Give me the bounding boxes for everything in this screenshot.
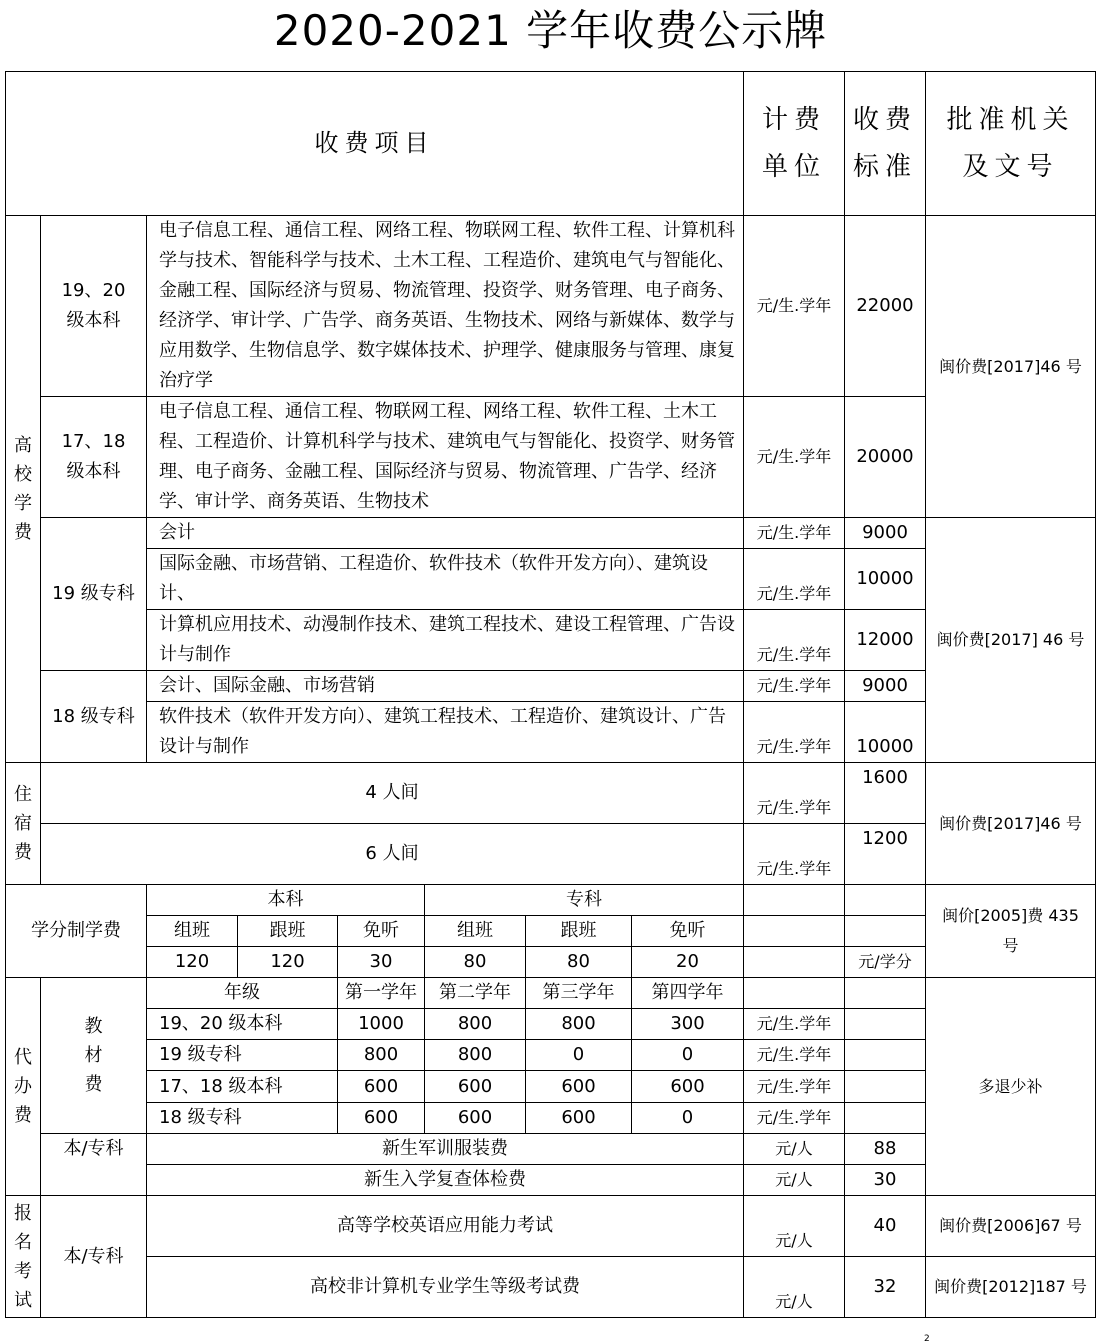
credit-type: 免听 bbox=[632, 916, 744, 947]
item-cell: 新生入学复查体检费 bbox=[147, 1165, 744, 1196]
room-cell: 4 人间 bbox=[41, 763, 744, 824]
credit-type: 组班 bbox=[425, 916, 526, 947]
credit-type: 跟班 bbox=[238, 916, 338, 947]
year-cell: 800 bbox=[425, 1009, 526, 1040]
approval-cell: 闽价[2005]费 435 号 bbox=[926, 885, 1096, 978]
unit-cell: 元/生.学年 bbox=[744, 518, 845, 549]
table-row bbox=[6, 763, 1096, 824]
year-cell: 600 bbox=[526, 1103, 632, 1134]
level-cell: 18 级专科 bbox=[41, 671, 147, 763]
majors-cell: 软件技术（软件开发方向）、建筑工程技术、工程造价、建筑设计、广告设计与制作 bbox=[147, 702, 744, 763]
unit-cell: 元/生.学年 bbox=[744, 702, 845, 763]
blank-cell bbox=[845, 1040, 926, 1071]
room-cell: 6 人间 bbox=[41, 824, 744, 885]
unit-cell: 元/生.学年 bbox=[744, 1071, 845, 1103]
fee-cell: 40 bbox=[845, 1196, 926, 1257]
fee-cell: 32 bbox=[845, 1257, 926, 1318]
year-cell: 600 bbox=[338, 1071, 425, 1103]
year-cell: 1000 bbox=[338, 1009, 425, 1040]
unit-cell: 元/生.学年 bbox=[744, 549, 845, 610]
fee-cell: 1600 bbox=[845, 763, 926, 824]
year-cell: 600 bbox=[632, 1071, 744, 1103]
year-cell: 800 bbox=[425, 1040, 526, 1071]
item-cell: 新生军训服装费 bbox=[147, 1134, 744, 1165]
year-cell: 800 bbox=[526, 1009, 632, 1040]
table-row bbox=[6, 216, 1096, 397]
majors-cell: 电子信息工程、通信工程、物联网工程、网络工程、软件工程、土木工程、工程造价、计算机科学与技术、建筑电气与智能化、投资学、财务管理、电子商务、金融工程、国际经济与贸易、物流管理、广告学、经济学、审计学、商务英语、生物技术 bbox=[147, 397, 744, 518]
unit-cell: 元/生.学年 bbox=[744, 1009, 845, 1040]
column-header: 第二学年 bbox=[425, 978, 526, 1009]
unit-cell: 元/生.学年 bbox=[744, 216, 845, 397]
exam-category: 报名考试 bbox=[6, 1196, 41, 1318]
unit-cell: 元/生.学年 bbox=[744, 1040, 845, 1071]
level-cell: 17、18 级本科 bbox=[41, 397, 147, 518]
blank-cell bbox=[845, 1009, 926, 1040]
majors-cell: 电子信息工程、通信工程、网络工程、物联网工程、软件工程、计算机科学与技术、智能科学与技术、土木工程、工程造价、建筑电气与智能化、金融工程、国际经济与贸易、物流管理、投资学、财务管理、电子商务、经济学、审计学、广告学、商务英语、生物技术、网络与新媒体、数学与应用数学、生物信息学、数字媒体技术、护理学、健康服务与管理、康复治疗学 bbox=[147, 216, 744, 397]
year-cell: 600 bbox=[526, 1071, 632, 1103]
majors-cell: 会计、国际金融、市场营销 bbox=[147, 671, 744, 702]
unit-cell: 元/人 bbox=[744, 1257, 845, 1318]
exam-name: 高校非计算机专业学生等级考试费 bbox=[147, 1257, 744, 1318]
approval-cell: 闽价费[2017]46 号 bbox=[926, 763, 1096, 885]
level-cell: 本/专科 bbox=[41, 1134, 147, 1196]
table-row bbox=[6, 518, 1096, 549]
column-header: 第一学年 bbox=[338, 978, 425, 1009]
fee-cell: 20000 bbox=[845, 397, 926, 518]
blank-cell bbox=[744, 978, 845, 1009]
blank-cell bbox=[744, 947, 845, 978]
credit-group: 本科 bbox=[147, 885, 425, 916]
year-cell: 600 bbox=[338, 1103, 425, 1134]
level-cell: 19 级专科 bbox=[41, 518, 147, 671]
majors-cell: 会计 bbox=[147, 518, 744, 549]
fee-cell: 88 bbox=[845, 1134, 926, 1165]
credit-type: 组班 bbox=[147, 916, 238, 947]
blank-cell bbox=[744, 885, 845, 916]
approval-cell: 闽价费[2006]67 号 bbox=[926, 1196, 1096, 1257]
fee-cell: 9000 bbox=[845, 518, 926, 549]
unit-cell: 元/生.学年 bbox=[744, 824, 845, 885]
table-row bbox=[6, 1257, 1096, 1318]
unit-cell: 元/人 bbox=[744, 1165, 845, 1196]
year-cell: 300 bbox=[632, 1009, 744, 1040]
dorm-category: 住宿费 bbox=[6, 763, 41, 885]
column-header: 年级 bbox=[147, 978, 338, 1009]
year-cell: 800 bbox=[338, 1040, 425, 1071]
credit-value: 120 bbox=[238, 947, 338, 978]
fee-table bbox=[5, 71, 1096, 1318]
header-row bbox=[6, 72, 1096, 216]
credit-label: 学分制学费 bbox=[6, 885, 147, 978]
majors-cell: 计算机应用技术、动漫制作技术、建筑工程技术、建设工程管理、广告设计与制作 bbox=[147, 610, 744, 671]
credit-value: 30 bbox=[338, 947, 425, 978]
approval-cell: 多退少补 bbox=[926, 978, 1096, 1196]
unit-cell: 元/生.学年 bbox=[744, 763, 845, 824]
page-number: 2 bbox=[924, 1334, 930, 1344]
level-cell: 19、20 级本科 bbox=[41, 216, 147, 397]
header-standard: 收费标准 bbox=[845, 72, 926, 216]
fee-cell: 1200 bbox=[845, 824, 926, 885]
approval-cell: 闽价费[2012]187 号 bbox=[926, 1257, 1096, 1318]
exam-name: 高等学校英语应用能力考试 bbox=[147, 1196, 744, 1257]
grade-cell: 19、20 级本科 bbox=[147, 1009, 338, 1040]
credit-type: 跟班 bbox=[526, 916, 632, 947]
credit-value: 80 bbox=[425, 947, 526, 978]
unit-cell: 元/生.学年 bbox=[744, 397, 845, 518]
credit-group: 专科 bbox=[425, 885, 744, 916]
grade-cell: 18 级专科 bbox=[147, 1103, 338, 1134]
year-cell: 600 bbox=[425, 1071, 526, 1103]
unit-cell: 元/生.学年 bbox=[744, 610, 845, 671]
unit-cell: 元/学分 bbox=[845, 947, 926, 978]
page-title: 2020-2021 学年收费公示牌 bbox=[273, 6, 828, 55]
textbook-label: 教材费 bbox=[41, 978, 147, 1134]
column-header: 第四学年 bbox=[632, 978, 744, 1009]
fee-cell: 22000 bbox=[845, 216, 926, 397]
blank-cell bbox=[845, 916, 926, 947]
grade-cell: 19 级专科 bbox=[147, 1040, 338, 1071]
unit-cell: 元/人 bbox=[744, 1134, 845, 1165]
credit-value: 120 bbox=[147, 947, 238, 978]
credit-type: 免听 bbox=[338, 916, 425, 947]
fee-cell: 12000 bbox=[845, 610, 926, 671]
credit-value: 80 bbox=[526, 947, 632, 978]
blank-cell bbox=[845, 978, 926, 1009]
year-cell: 0 bbox=[632, 1103, 744, 1134]
blank-cell bbox=[845, 1071, 926, 1103]
header-item: 收费项目 bbox=[6, 72, 744, 216]
tuition-category: 高校学费 bbox=[6, 216, 41, 763]
table-row bbox=[6, 1196, 1096, 1257]
fee-cell: 10000 bbox=[845, 702, 926, 763]
year-cell: 600 bbox=[425, 1103, 526, 1134]
approval-cell: 闽价费[2017]46 号 bbox=[926, 216, 1096, 518]
fee-cell: 9000 bbox=[845, 671, 926, 702]
fee-cell: 10000 bbox=[845, 549, 926, 610]
year-cell: 0 bbox=[526, 1040, 632, 1071]
unit-cell: 元/生.学年 bbox=[744, 671, 845, 702]
blank-cell bbox=[744, 916, 845, 947]
blank-cell bbox=[845, 885, 926, 916]
header-approval: 批准机关及文号 bbox=[926, 72, 1096, 216]
header-unit: 计费单位 bbox=[744, 72, 845, 216]
unit-cell: 元/生.学年 bbox=[744, 1103, 845, 1134]
approval-cell: 闽价费[2017] 46 号 bbox=[926, 518, 1096, 763]
unit-cell: 元/人 bbox=[744, 1196, 845, 1257]
fee-cell: 30 bbox=[845, 1165, 926, 1196]
grade-cell: 17、18 级本科 bbox=[147, 1071, 338, 1103]
majors-cell: 国际金融、市场营销、工程造价、软件技术（软件开发方向）、建筑设计、 bbox=[147, 549, 744, 610]
blank-cell bbox=[845, 1103, 926, 1134]
table-row bbox=[6, 885, 1096, 916]
credit-value: 20 bbox=[632, 947, 744, 978]
agency-category: 代办费 bbox=[6, 978, 41, 1196]
level-cell: 本/专科 bbox=[41, 1196, 147, 1318]
table-row bbox=[6, 978, 1096, 1009]
column-header: 第三学年 bbox=[526, 978, 632, 1009]
year-cell: 0 bbox=[632, 1040, 744, 1071]
